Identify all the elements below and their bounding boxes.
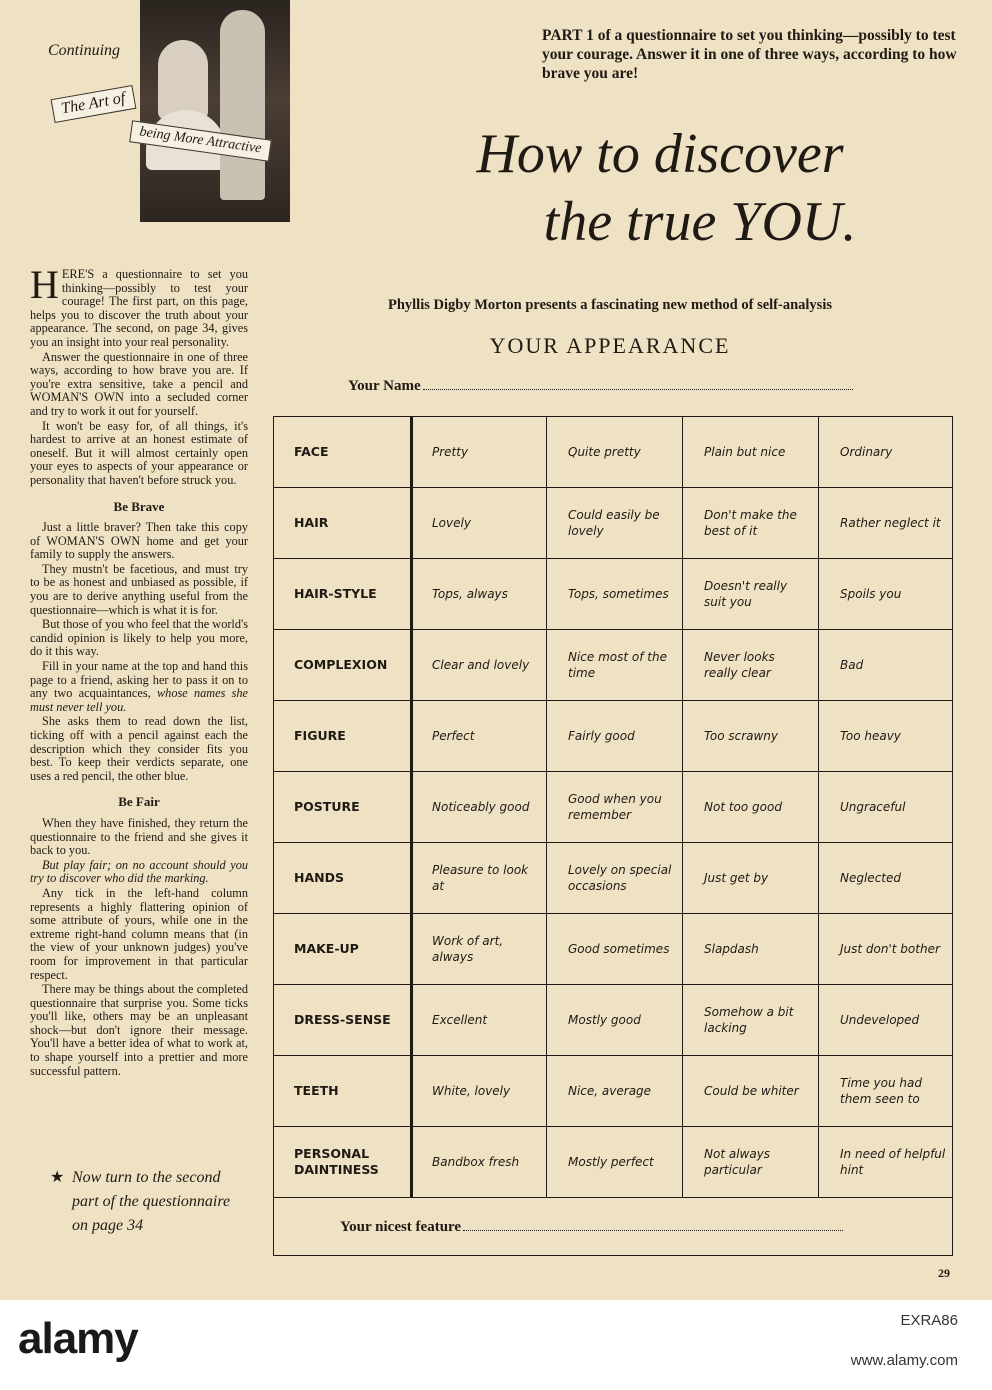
attribute-label: POSTURE — [294, 799, 360, 814]
footnote-text: Now turn to the second part of the questionnaire on page 34 — [72, 1169, 231, 1234]
paragraph: But those of you who feel that the world's candid opinion is likely to help you more, do it this way. — [30, 617, 248, 659]
drop-cap: H — [30, 262, 59, 307]
column-divider — [546, 417, 547, 1198]
paragraph: It won't be easy for, of all things, it's hardest to arrive at an honest estimate of oneself. But it will almost certainly open your eyes to aspects of your appearance or personality that haven't before struck you. — [30, 418, 248, 487]
option-cell[interactable]: Just get by — [704, 871, 769, 885]
paragraph: There may be things about the completed questionnaire that surprise you. Some ticks you'll like, others may be an unpleasant shock—but don't ignore their message. You'll have a better idea of what to work at, to shape yourself into a prettier and more successful pattern. — [30, 982, 248, 1078]
paragraph: Answer the questionnaire in one of three ways, according to how brave you are. If you're extra sensitive, take a pencil and WOMAN'S OWN into a secluded corner and try to work it out for yourself. — [30, 349, 248, 418]
table-row — [274, 843, 952, 914]
alamy-logo: alamy — [18, 1314, 138, 1363]
option-cell[interactable]: Doesn't really suit you — [704, 579, 788, 609]
table-row — [274, 488, 952, 559]
page-title — [380, 120, 940, 256]
intro-paragraph — [30, 262, 248, 350]
nicest-feature-label: Your nicest feature — [340, 1219, 462, 1235]
continuing-label: Continuing — [48, 42, 121, 59]
option-cell[interactable]: Clear and lovely — [432, 658, 530, 672]
paragraph: When they have finished, they return the questionnaire to the friend and she gives it back to you. — [30, 815, 248, 858]
option-cell[interactable]: Tops, always — [432, 587, 508, 601]
option-cell[interactable]: Neglected — [840, 871, 901, 885]
option-cell[interactable]: Plain but nice — [704, 445, 786, 459]
attribute-label: COMPLEXION — [294, 657, 388, 672]
option-cell[interactable]: Don't make the best of it — [704, 508, 797, 538]
watermark-strip — [0, 1300, 992, 1390]
option-cell[interactable]: Lovely on special occasions — [568, 863, 672, 893]
section-heading: YOUR APPEARANCE — [489, 333, 731, 358]
option-cell[interactable]: Could easily be lovely — [568, 508, 660, 538]
star-icon: ★ — [50, 1169, 65, 1186]
option-cell[interactable]: Pleasure to look at — [432, 863, 529, 893]
name-label: Your Name — [348, 378, 421, 394]
table-row — [274, 1056, 952, 1127]
attribute-label: MAKE-UP — [294, 941, 359, 956]
option-cell[interactable]: Bandbox fresh — [432, 1155, 520, 1169]
option-cell[interactable]: Undeveloped — [840, 1013, 920, 1027]
option-cell[interactable]: Spoils you — [840, 587, 902, 601]
option-cell[interactable]: Noticeably good — [432, 800, 530, 814]
appearance-table — [273, 416, 953, 1256]
paragraph-italic: But play fair; on no account should you try to discover who did the marking. — [30, 857, 248, 886]
option-cell[interactable]: Slapdash — [704, 942, 759, 956]
paragraph: Any tick in the left-hand column represents a highly flattering opinion of some attribute of yours, while one in the extreme right-hand column means that (in the view of your unknown judges) you've room for improvement in that particular respect. — [30, 885, 248, 982]
table-row — [274, 630, 952, 701]
attribute-label: FACE — [294, 444, 329, 459]
art-of-banner: The Art of — [51, 85, 137, 123]
table-row — [274, 559, 952, 630]
option-cell[interactable]: Pretty — [432, 445, 469, 459]
part1-intro: PART 1 of a questionnaire to set you thinking—possibly to test your courage. Answer it in one of three ways, according to how brave you are! — [542, 27, 957, 82]
option-cell[interactable]: Fairly good — [568, 729, 635, 743]
attribute-label: FIGURE — [294, 728, 346, 743]
column-divider — [818, 417, 819, 1198]
more-attractive-banner: being More Attractive — [129, 120, 272, 161]
paragraph: Just a little braver? Then take this copy of WOMAN'S OWN home and get your family to supply the answers. — [30, 520, 248, 562]
intro-column — [30, 262, 248, 1079]
option-cell[interactable]: Nice, average — [568, 1084, 652, 1098]
table-row — [274, 985, 952, 1056]
column-divider — [682, 417, 683, 1198]
image-id: EXRA86 — [900, 1312, 958, 1329]
attribute-label: PERSONAL DAINTINESS — [294, 1146, 379, 1177]
option-cell[interactable]: Perfect — [432, 729, 475, 743]
paragraph-text: Fill in your name at the top and hand this page to a friend, asking her to pass it on to any two acquaintances, — [30, 659, 248, 701]
intro-text: ERE'S a questionnaire to set you thinking—possibly to test your courage! The first part, on this page, helps you to discover the truth about your appearance. The second, on page 34, gives you an insight into your real personality. — [30, 267, 248, 349]
option-cell[interactable]: In need of helpful hint — [840, 1147, 946, 1177]
option-cell[interactable]: Just don't bother — [840, 942, 940, 956]
title-line-2: the true YOU. — [543, 191, 857, 253]
option-cell[interactable]: Good sometimes — [568, 942, 670, 956]
option-cell[interactable]: Could be whiter — [704, 1084, 799, 1098]
option-cell[interactable]: Time you had them seen to — [840, 1076, 922, 1106]
option-cell[interactable]: Bad — [840, 658, 864, 672]
option-cell[interactable]: Mostly perfect — [568, 1155, 654, 1169]
table-row — [274, 914, 952, 985]
table-row — [274, 772, 952, 843]
subheading-be-fair: Be Fair — [118, 794, 160, 810]
option-cell[interactable]: Nice most of the time — [568, 650, 667, 680]
attribute-label: HAIR-STYLE — [294, 586, 377, 601]
footnote — [50, 1166, 250, 1238]
byline: Phyllis Digby Morton presents a fascinating new method of self-analysis — [387, 297, 832, 313]
paragraph: They mustn't be facetious, and must try to be as honest and unbiased as possible, if you are to derive anything useful from the questionnaire—which is what it is for. — [30, 561, 248, 617]
option-cell[interactable]: Too scrawny — [704, 729, 779, 743]
dancing-couple-photo — [140, 0, 290, 222]
table-row — [274, 1127, 952, 1198]
option-cell[interactable]: Not always particular — [704, 1147, 771, 1177]
attribute-label: HANDS — [294, 870, 344, 885]
table-row — [274, 701, 952, 772]
title-line-1: How to discover — [476, 123, 844, 185]
option-cell[interactable]: Excellent — [432, 1013, 488, 1027]
option-cell[interactable]: White, lovely — [432, 1084, 511, 1098]
option-cell[interactable]: Too heavy — [840, 729, 901, 743]
table-row — [274, 417, 952, 488]
paragraph — [30, 660, 248, 714]
option-cell[interactable]: Lovely — [432, 516, 471, 530]
option-cell[interactable]: Quite pretty — [568, 445, 641, 459]
watermark-url: www.alamy.com — [850, 1352, 958, 1369]
option-cell[interactable]: Not too good — [704, 800, 782, 814]
option-cell[interactable]: Mostly good — [568, 1013, 641, 1027]
option-cell[interactable]: Never looks really clear — [704, 650, 775, 680]
name-field[interactable] — [423, 389, 853, 390]
nicest-feature-row — [340, 1219, 843, 1236]
attribute-label: DRESS-SENSE — [294, 1012, 391, 1027]
option-cell[interactable]: Work of art, always — [432, 934, 504, 964]
woman-figure — [158, 40, 208, 120]
option-cell[interactable]: Ungraceful — [840, 800, 906, 814]
attribute-label: TEETH — [294, 1083, 339, 1098]
nicest-feature-field[interactable] — [463, 1230, 843, 1231]
paragraph-italic: whose names she must never tell you. — [30, 686, 248, 714]
option-cell[interactable]: Ordinary — [840, 445, 893, 459]
paragraph: She asks them to read down the list, ticking off with a pencil against each the description which they consider fits you best. To keep their verdicts separate, one uses a red pencil, the other blue. — [30, 714, 248, 783]
column-divider — [410, 417, 413, 1198]
option-cell[interactable]: Tops, sometimes — [568, 587, 669, 601]
attribute-label: HAIR — [294, 515, 329, 530]
option-cell[interactable]: Somehow a bit lacking — [704, 1005, 794, 1035]
name-row — [348, 378, 853, 395]
option-cell[interactable]: Rather neglect it — [840, 516, 941, 530]
option-cell[interactable]: Good when you remember — [568, 792, 662, 822]
page-number: 29 — [938, 1266, 950, 1280]
man-figure — [220, 10, 265, 200]
subheading-be-brave: Be Brave — [113, 498, 165, 514]
